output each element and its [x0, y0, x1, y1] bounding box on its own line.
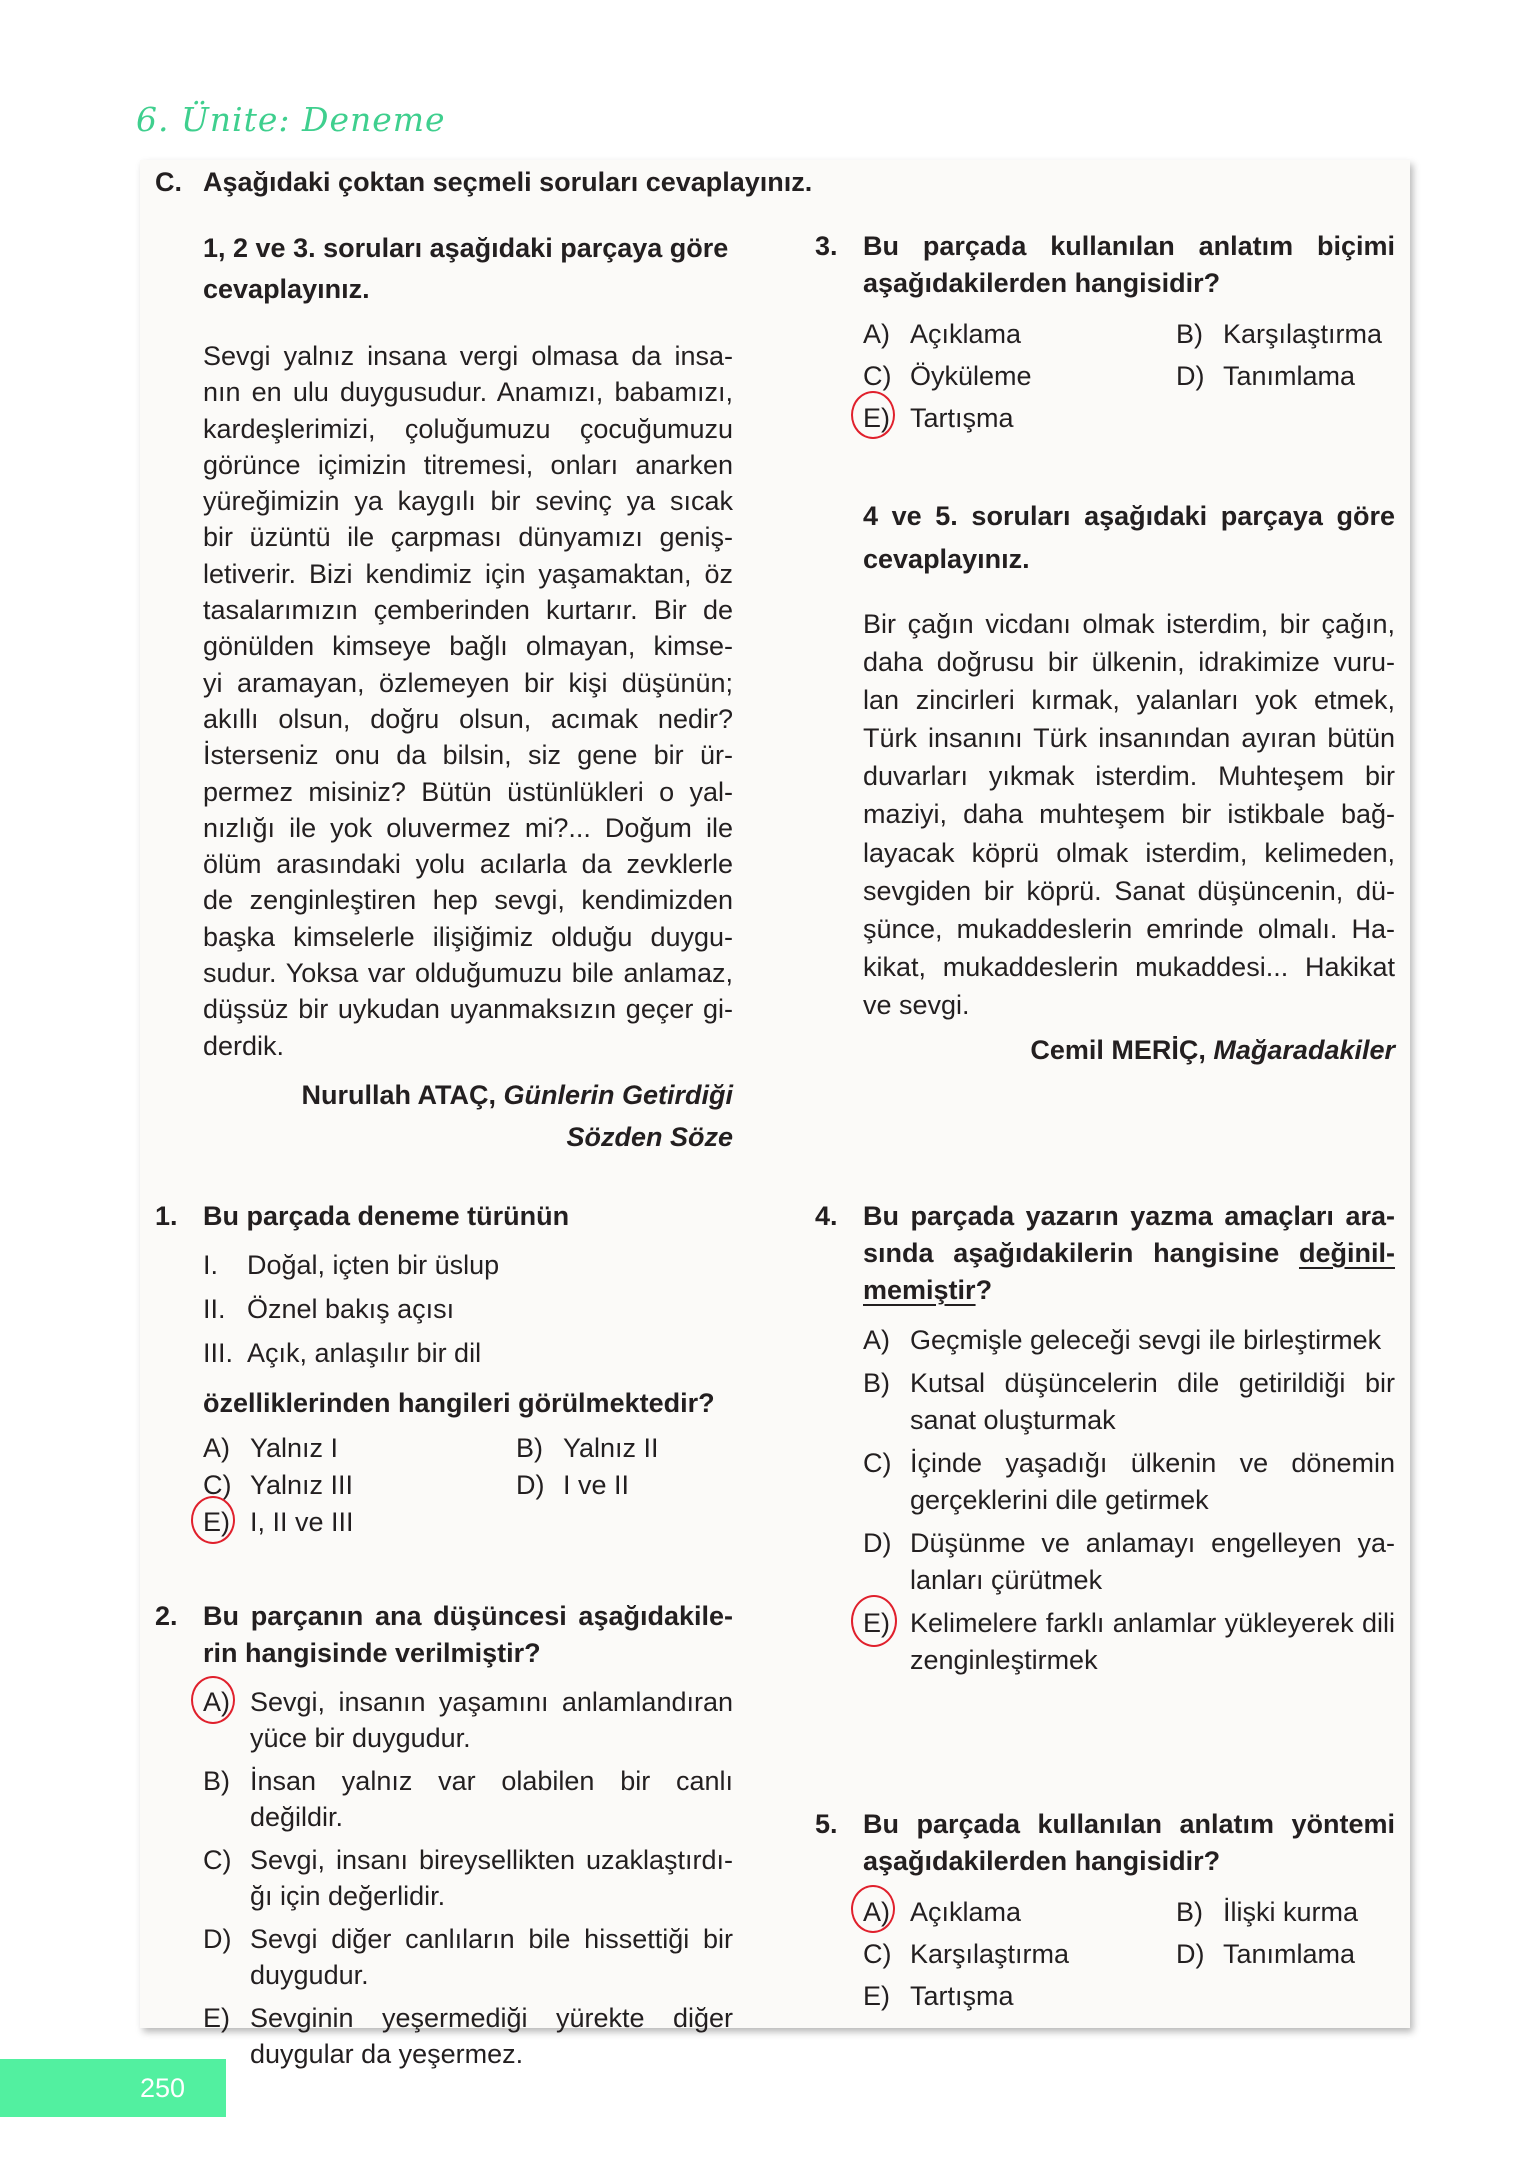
- answer-option[interactable]: [1176, 1933, 1395, 1975]
- passage-line: Türk insanını Türk insanından ayıran bütün: [863, 723, 1395, 754]
- option-text: İçinde yaşadığı ülkenin ve dönemin gerçeklerini dile getirmek: [910, 1448, 1395, 1515]
- question-5: [815, 1806, 1395, 2017]
- question-number: 1.: [155, 1201, 178, 1231]
- roman-item: [203, 1331, 733, 1375]
- left-source: [203, 1074, 733, 1158]
- answer-option[interactable]: [1176, 313, 1395, 355]
- question-stem: rin hangisinde verilmiştir?: [203, 1638, 541, 1668]
- passage-line: lan zincirleri kırmak, yalanları yok etmek,: [863, 685, 1395, 716]
- passage-line: permez misiniz? Bütün üstünlükleri o yal-: [203, 776, 733, 807]
- roman-text: Açık, anlaşılır bir dil: [247, 1338, 482, 1368]
- option-label-text: E): [203, 1507, 230, 1537]
- option-text: Yalnız I: [250, 1433, 339, 1463]
- answer-option-marked[interactable]: [203, 1684, 733, 1756]
- option-text: Tartışma: [910, 403, 1014, 433]
- passage-line: letiverir. Bizi kendimiz için yaşamaktan, öz: [203, 558, 733, 589]
- option-text: Düşünme ve anlamayı engelleyen ya-lanları çürütmek: [910, 1528, 1395, 1595]
- option-text: I ve II: [563, 1470, 630, 1500]
- stem-underlined: değinil-: [1299, 1238, 1395, 1268]
- unit-title: 6. Ünite: Deneme: [136, 100, 446, 139]
- section-title: Aşağıdaki çoktan seçmeli soruları cevaplayınız.: [203, 167, 813, 197]
- option-text: Sevgi diğer canlıların bile hissettiği bir duygudur.: [250, 1924, 733, 1990]
- roman-text: Doğal, içten bir üslup: [247, 1250, 500, 1280]
- option-label-text: A): [203, 1687, 230, 1717]
- answer-option-marked[interactable]: [863, 397, 1176, 439]
- option-label: C): [203, 1470, 232, 1500]
- answer-option[interactable]: [863, 313, 1176, 355]
- option-label: [863, 1605, 910, 1679]
- section-heading: [155, 167, 812, 198]
- passage-line: de zenginleştiren hep sevgi, kendimizden: [203, 885, 733, 916]
- option-text: Geçmişle geleceği sevgi ile birleştirmek: [910, 1325, 1382, 1355]
- question-number: 2.: [155, 1601, 178, 1631]
- passage-line: düşsüz bir uykudan uyanmaksızın geçer gi-: [203, 994, 733, 1025]
- passage-line: daha doğrusu bir ülkenin, idrakimize vuru-: [863, 647, 1395, 678]
- passage-line: yi aramayan, özlemeyen bir kişi düşünün;: [203, 667, 733, 698]
- roman-text: Öznel bakış açısı: [247, 1294, 455, 1324]
- roman-item: [203, 1243, 733, 1287]
- option-label: B): [203, 1766, 230, 1796]
- answer-option-marked[interactable]: [863, 1891, 1176, 1933]
- option-text: I, II ve III: [250, 1507, 354, 1537]
- passage-line: duvarları yıkmak isterdim. Muhteşem bir: [863, 761, 1395, 792]
- answer-option[interactable]: [203, 1921, 733, 1993]
- answer-options: [863, 313, 1395, 439]
- answer-option[interactable]: [1176, 355, 1395, 397]
- passage-line: nızlığı ile yok oluvermez mi?... Doğum ile: [203, 812, 733, 843]
- question-stem: Bu parçada kullanılan anlatım biçimi: [863, 231, 1395, 261]
- passage-line: sudur. Yoksa var olduğumuzu bile anlamaz,: [203, 958, 733, 989]
- option-label-text: E): [863, 403, 890, 433]
- passage-line: Bir çağın vicdanı olmak isterdim, bir çağın,: [863, 609, 1395, 639]
- answer-options: [863, 1322, 1395, 1679]
- option-label: D): [863, 1528, 892, 1558]
- source-title: Günlerin Getirdiği: [503, 1079, 733, 1110]
- option-label: D): [516, 1470, 545, 1500]
- question-1: [155, 1198, 733, 1541]
- option-label: B): [516, 1433, 543, 1463]
- right-passage-block: [863, 495, 1395, 1071]
- left-intro: [203, 228, 733, 310]
- question-stem: özelliklerinden hangileri görülmektedir?: [203, 1388, 715, 1418]
- passage-line: layacak köprü olmak isterdim, kelimeden,: [863, 837, 1395, 868]
- answer-option[interactable]: [863, 1322, 1395, 1359]
- passage-line: akıllı olsun, doğru olsun, acımak nedir?: [203, 703, 733, 734]
- answer-option[interactable]: [203, 1763, 733, 1835]
- option-label: [863, 397, 910, 439]
- answer-option[interactable]: [863, 1445, 1395, 1519]
- passage-line: görünce içimizin titremesi, onları anarken: [203, 449, 733, 480]
- answer-options: [863, 1891, 1395, 2017]
- question-number: 4.: [815, 1201, 838, 1231]
- page-number: 250: [140, 2073, 186, 2103]
- stem-text: sında aşağıdakilerin hangisine: [863, 1238, 1299, 1268]
- option-label: D): [203, 1924, 232, 1954]
- answer-option[interactable]: [516, 1430, 733, 1467]
- option-text: Sevgi, insanın yaşamını anlamlandıran yüce bir duygudur.: [250, 1687, 733, 1753]
- right-source: [863, 1029, 1395, 1071]
- answer-option[interactable]: [1176, 1891, 1395, 1933]
- right-intro: [863, 495, 1395, 581]
- option-label: E): [863, 1981, 890, 2011]
- option-label: B): [863, 1368, 890, 1398]
- question-2: [155, 1598, 733, 2072]
- option-text: Sevgi, insanı bireysellikten uzaklaştırdı-ğı için değerlidir.: [250, 1845, 733, 1911]
- option-label: [863, 1891, 910, 1933]
- question-stem: [203, 1598, 733, 1635]
- option-text: Tartışma: [910, 1981, 1014, 2011]
- option-label: B): [1176, 1897, 1203, 1927]
- right-intro-line: cevaplayınız.: [863, 544, 1030, 574]
- source-title: Sözden Söze: [566, 1121, 733, 1152]
- option-text: Öyküleme: [910, 361, 1032, 391]
- option-text: Kutsal düşüncelerin dile getirildiği bir sanat oluşturmak: [910, 1368, 1395, 1435]
- answer-option[interactable]: [863, 1525, 1395, 1599]
- passage-line: İsterseniz onu da bilsin, siz gene bir ür-: [203, 740, 733, 771]
- passage-line: yüreğimizin ya kaygılı bir sevinç ya sıcak: [203, 486, 733, 517]
- stem-line: Bu parçada yazarın yazma amaçları ara-: [863, 1201, 1395, 1231]
- question-stem: Bu parçada kullanılan anlatım yöntemi: [863, 1809, 1395, 1839]
- answer-option[interactable]: [203, 1430, 516, 1467]
- stem-line: Bu parçanın ana düşüncesi aşağıdakile-: [203, 1601, 733, 1631]
- roman-item: [203, 1287, 733, 1331]
- passage-line: tasalarımızın çemberinden kurtarır. Bir de: [203, 595, 733, 626]
- option-label-text: E): [863, 1608, 890, 1638]
- option-text: Kelimelere farklı anlamlar yükleyerek dili zenginleştirmek: [910, 1608, 1395, 1675]
- answer-option[interactable]: [863, 1975, 1176, 2017]
- answer-option[interactable]: [203, 1467, 516, 1504]
- option-label: [203, 1684, 250, 1756]
- option-text: Sevginin yeşermediği yürekte diğer duygular da yeşermez.: [250, 2003, 733, 2069]
- section-label: C.: [155, 167, 182, 197]
- passage-line: bir üzüntü ile çarpması dünyamızı geniş-: [203, 522, 733, 553]
- question-stem: aşağıdakilerden hangisidir?: [863, 1846, 1221, 1876]
- answer-option-marked[interactable]: [863, 1605, 1395, 1679]
- option-label: D): [1176, 1939, 1205, 1969]
- option-label: A): [863, 1325, 890, 1355]
- right-passage: [863, 605, 1395, 1024]
- option-label: B): [1176, 319, 1203, 349]
- passage-line: maziyi, daha muhteşem bir istikbale bağ-: [863, 799, 1395, 830]
- question-stem: aşağıdakilerden hangisidir?: [863, 268, 1221, 298]
- stem-underlined: memiştir: [863, 1275, 976, 1305]
- option-text: Açıklama: [910, 1897, 1022, 1927]
- option-text: Tanımlama: [1223, 361, 1356, 391]
- answer-options: [203, 1430, 733, 1541]
- option-label: E): [203, 2003, 230, 2033]
- option-label: C): [863, 1939, 892, 1969]
- question-number: 3.: [815, 231, 838, 261]
- option-label: A): [863, 319, 890, 349]
- passage-line: gönülden kimseye bağlı olmayan, kimse-: [203, 631, 733, 662]
- passage-line: nın en ulu duygusudur. Anamızı, babamızı,: [203, 377, 733, 408]
- answer-option[interactable]: [863, 1933, 1176, 1975]
- source-author: Cemil MERİÇ,: [1030, 1035, 1206, 1066]
- option-text: İnsan yalnız var olabilen bir canlı değildir.: [250, 1766, 733, 1832]
- source-title: Mağaradakiler: [1213, 1035, 1395, 1066]
- option-label-text: A): [863, 1897, 890, 1927]
- option-label: C): [863, 361, 892, 391]
- answer-option[interactable]: [203, 2000, 733, 2072]
- option-label: C): [203, 1845, 232, 1875]
- page-number-tab: [0, 2059, 226, 2117]
- passage-line: sevgiden bir köprü. Sanat düşüncenin, dü-: [863, 875, 1395, 906]
- left-passage: [203, 338, 733, 1064]
- option-label: A): [203, 1433, 230, 1463]
- left-passage-block: [203, 228, 733, 1158]
- question-4: [815, 1198, 1395, 1679]
- passage-line: şünce, mukaddeslerin emrinde olmalı. Ha-: [863, 913, 1395, 944]
- question-number: 5.: [815, 1809, 838, 1839]
- passage-line: derdik.: [203, 1030, 285, 1061]
- question-stem: [863, 1198, 1395, 1309]
- passage-line: kardeşlerimizi, çoluğumuzu çocuğumuzu: [203, 413, 733, 444]
- passage-line: ölüm arasındaki yolu acılarla da zevklerle: [203, 849, 733, 880]
- option-text: İlişki kurma: [1223, 1897, 1359, 1927]
- answer-option[interactable]: [203, 1842, 733, 1914]
- stem-text: ?: [975, 1275, 993, 1305]
- roman-label: I.: [203, 1250, 219, 1280]
- left-intro-line: cevaplayınız.: [203, 274, 370, 304]
- answer-option[interactable]: [516, 1467, 733, 1504]
- option-text: Karşılaştırma: [910, 1939, 1070, 1969]
- left-intro-line: 1, 2 ve 3. soruları aşağıdaki parçaya göre: [203, 233, 729, 263]
- option-label: D): [1176, 361, 1205, 391]
- passage-line: ve sevgi.: [863, 989, 970, 1020]
- answer-option[interactable]: [863, 1365, 1395, 1439]
- option-text: Açıklama: [910, 319, 1022, 349]
- option-label: C): [863, 1448, 892, 1478]
- answer-option[interactable]: [863, 355, 1176, 397]
- roman-label: II.: [203, 1294, 226, 1324]
- question-stem: Bu parçada deneme türünün: [203, 1201, 570, 1231]
- passage-line: Sevgi yalnız insana vergi olmasa da insa-: [203, 341, 733, 371]
- answer-options: [203, 1684, 733, 2072]
- question-3: [815, 228, 1395, 439]
- option-text: Karşılaştırma: [1223, 319, 1383, 349]
- answer-option-marked[interactable]: [203, 1504, 516, 1541]
- roman-label: III.: [203, 1338, 234, 1368]
- passage-line: başka kimselerle ilişiğimiz olduğu duygu-: [203, 921, 733, 952]
- right-intro-line: 4 ve 5. soruları aşağıdaki parçaya göre: [863, 501, 1395, 531]
- option-text: Yalnız III: [250, 1470, 354, 1500]
- option-label: [203, 1504, 250, 1541]
- passage-line: kikat, mukaddeslerin mukaddesi... Hakikat: [863, 951, 1395, 982]
- option-text: Tanımlama: [1223, 1939, 1356, 1969]
- source-author: Nurullah ATAÇ,: [301, 1079, 496, 1110]
- option-text: Yalnız II: [563, 1433, 659, 1463]
